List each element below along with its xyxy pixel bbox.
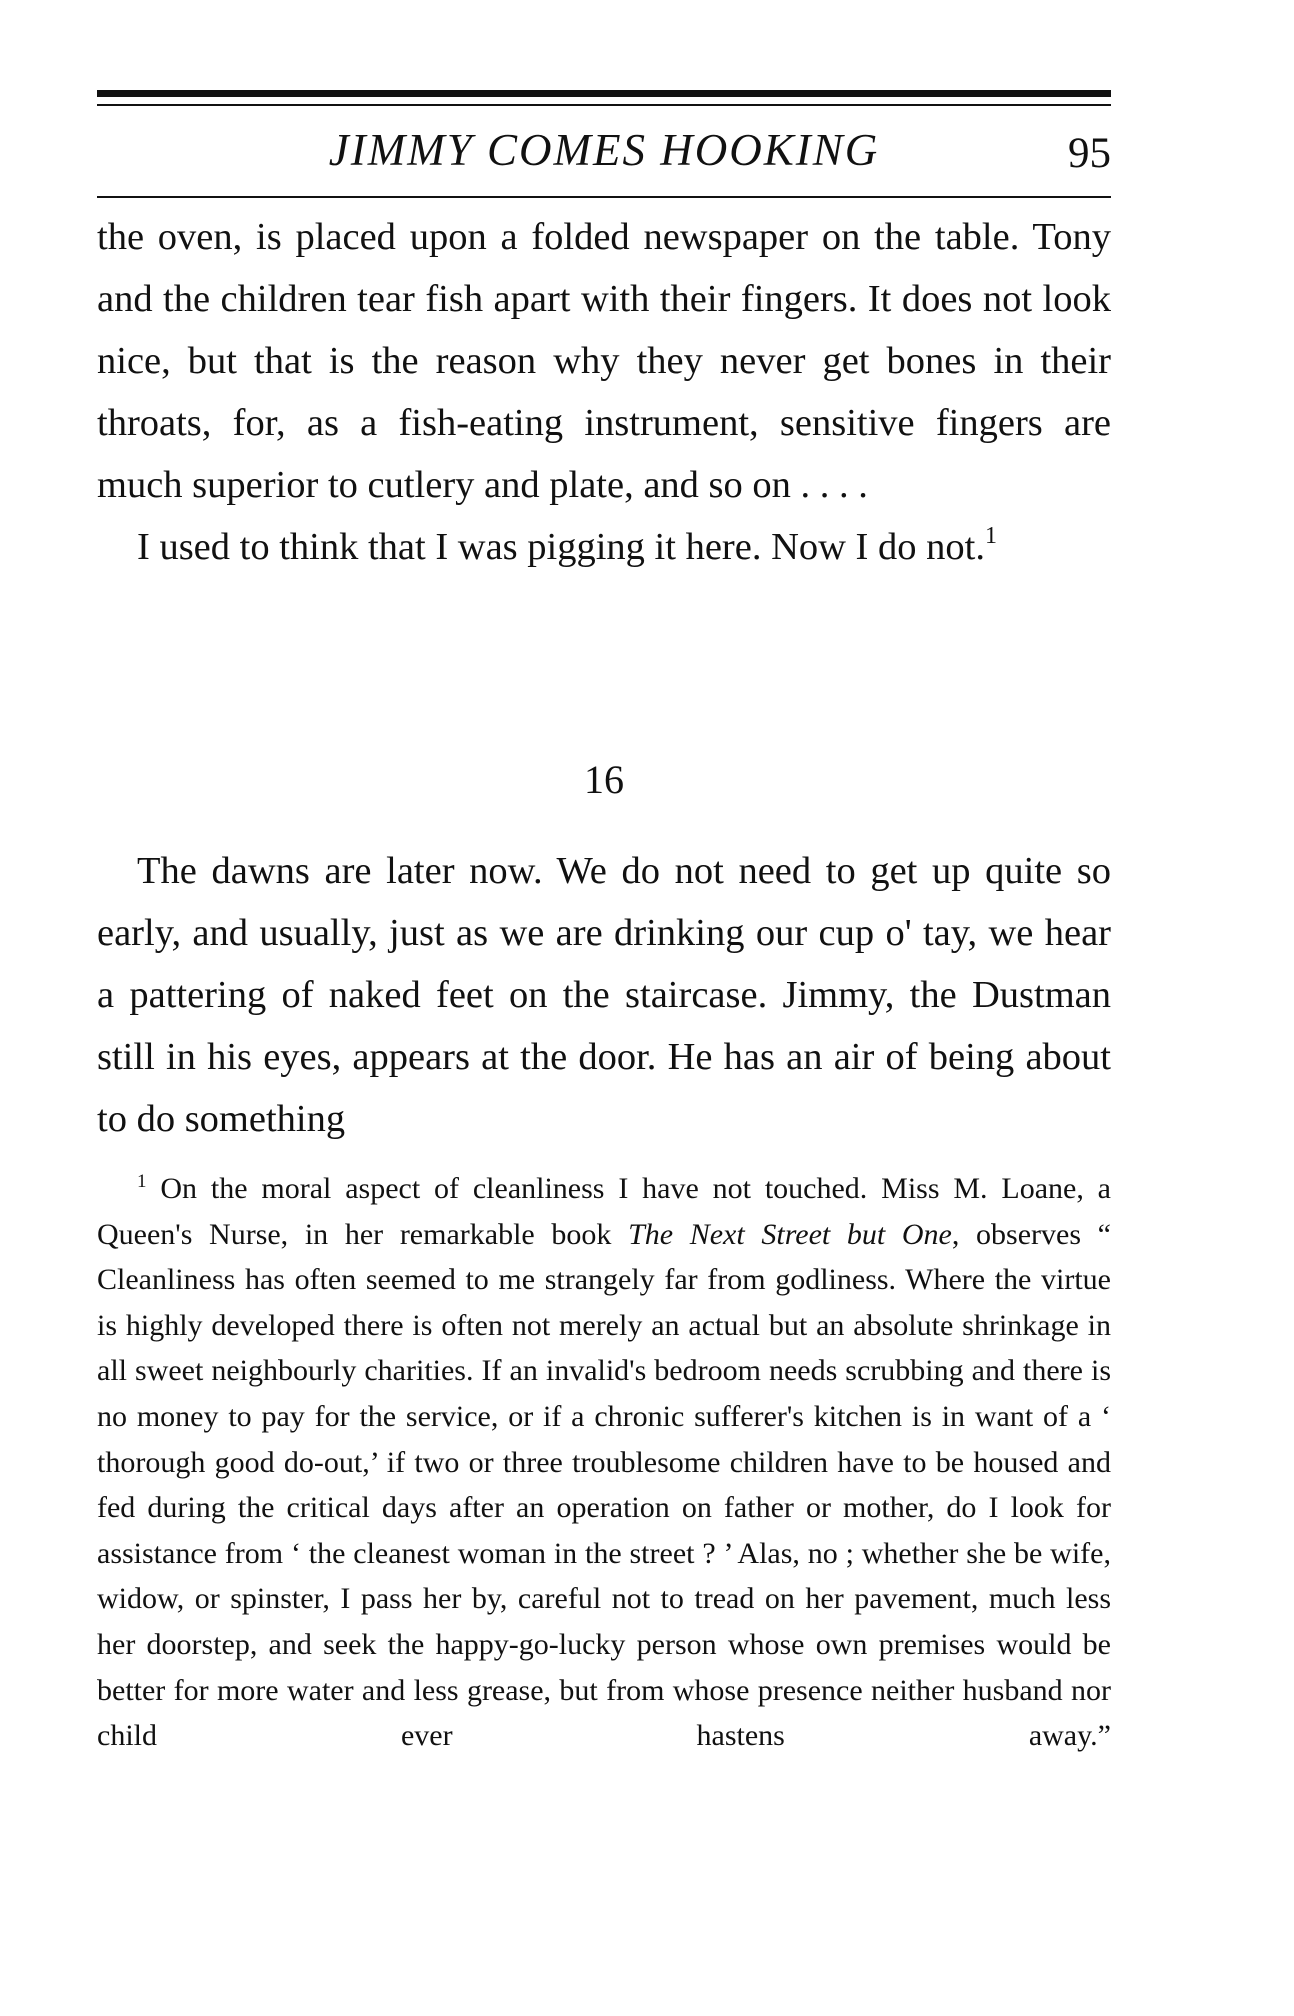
footnote-mark: 1 [137,1171,147,1192]
header-thin-rule [97,104,1111,106]
body-text-top [97,206,1111,578]
page-number: 95 [1068,130,1111,177]
section-number: 16 [584,757,624,802]
body-text-section-16 [97,840,1111,1150]
paragraph-continued: the oven, is placed upon a folded newspaper on the table. Tony and the children tear fish apart with their fingers. It does not look nice, but that is the reason why they never get bones in their throats, for, as a fish-eating instrument, sensitive fingers are much superior to cutlery and plate, and so on . . . . [97,216,1111,506]
running-title: JIMMY COMES HOOKING [328,125,880,175]
footnote-text-quote: , observes “ Cleanliness has often seemed to me strangely far from godliness. Where the virtue is highly developed there is often not merely an actual but an absolute shrinkage in all sweet neighbourly charities. If an invalid's bedroom needs scrubbing and there is no money to pay for the service, or if a chronic sufferer's kitchen is in want of a ‘ thorough good do-out,’ if two or three troublesome children have to be housed and fed during the critical days after an operation on father or mother, do I look for assistance from ‘ the cleanest woman in the street ? ’ Alas, no ; whether she be wife, widow, or spinster, I pass her by, careful not to tread on her pavement, much less her doorstep, and seek the happy-go-lucky person whose own premises would be better for more water and less grease, but from whose presence neither husband nor child ever hastens away.” [97,1217,1111,1753]
paragraph-pigging-text: I used to think that I was pigging it here. Now I do not. [137,526,985,568]
footnote-text-start: On the moral aspect of cleanliness I have not touched. Miss M. Loane, a Queen's Nurse, in her remarkable book [97,1172,1111,1251]
footnote-paragraph [97,1166,1111,1759]
footnote-reference: 1 [984,523,997,549]
book-page [97,0,1111,2016]
page-header [97,120,1111,180]
header-thick-rule [97,90,1111,97]
paragraph-pigging [97,516,1111,578]
paragraph-dawns: The dawns are later now. We do not need to get up quite so early, and usually, just as we are drinking our cup o' tay, we hear a pattering of naked feet on the staircase. Jimmy, the Dustman still in his eyes, appears at the door. He has an air of being about to do something [97,850,1111,1140]
footnote [97,1166,1111,1759]
header-bottom-rule [97,196,1111,198]
footnote-book-title: The Next Street but One [628,1217,952,1251]
